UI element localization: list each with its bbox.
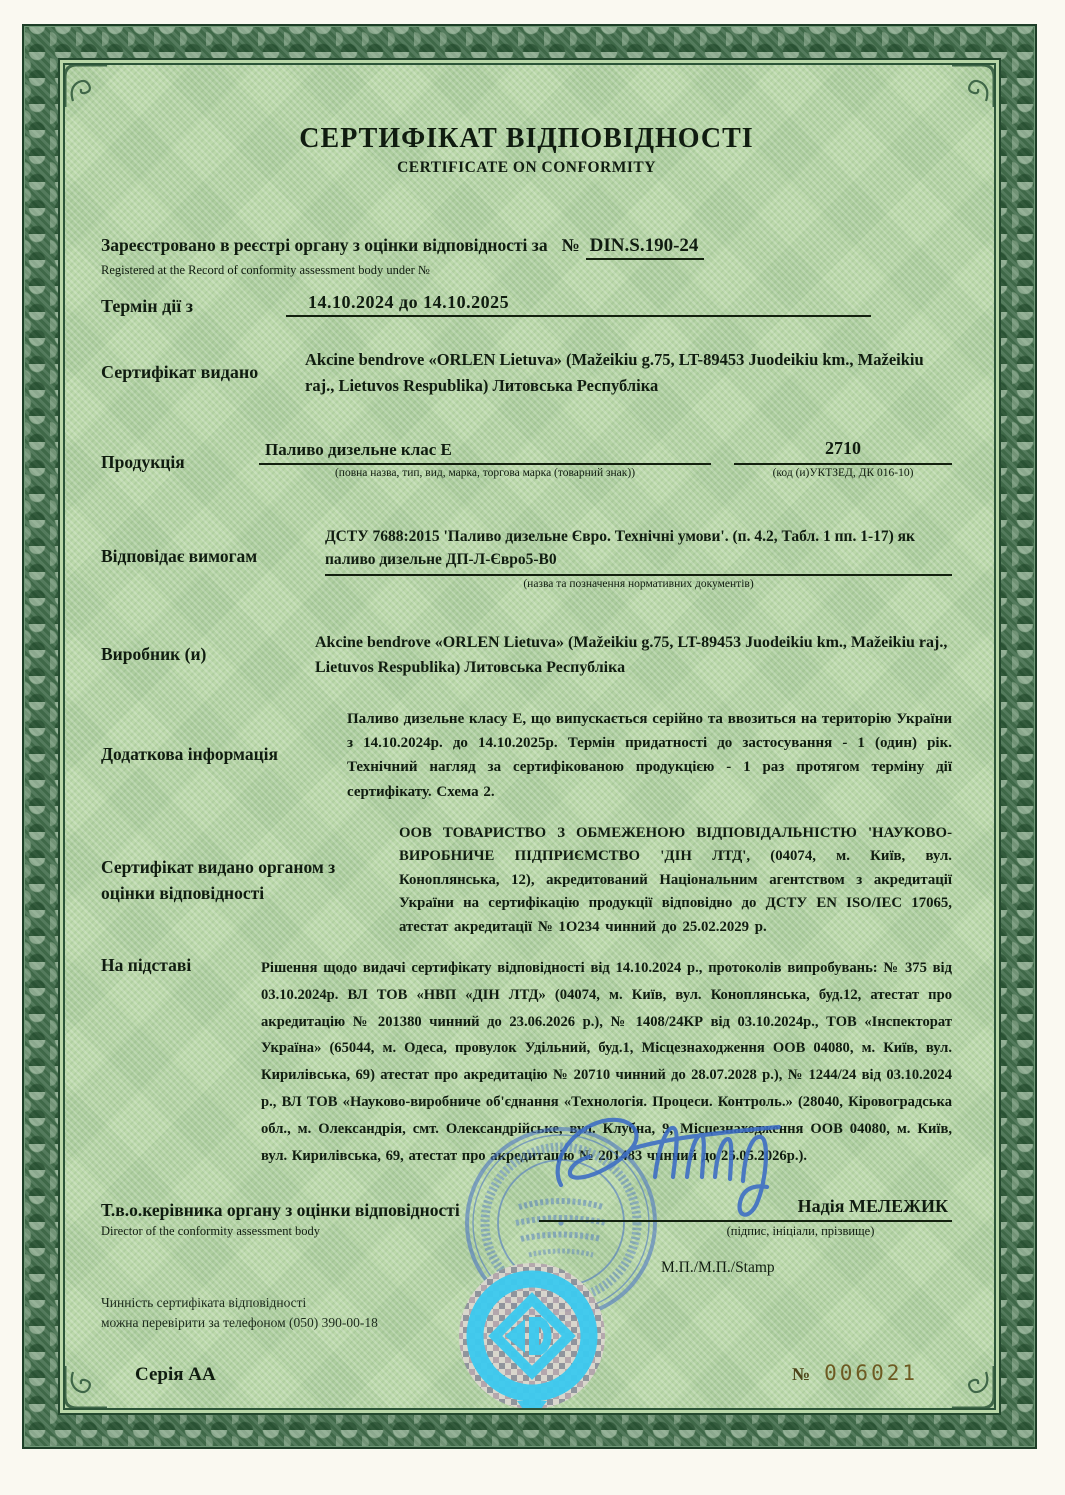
- inner-frame: [63, 63, 996, 1410]
- validity-value: 14.10.2024 до 14.10.2025: [286, 292, 871, 317]
- issued-to-label: Сертифікат видано: [101, 362, 259, 383]
- blank-number: [792, 1361, 918, 1385]
- issued-by-label: Сертифікат видано органом з оцінки відповідності: [101, 857, 336, 904]
- complies-caption: (назва та позначення нормативних документів): [523, 577, 754, 590]
- validity-row: [101, 292, 952, 317]
- registration-row: [101, 235, 952, 260]
- basis-label: На підставі: [101, 954, 192, 975]
- manufacturer-value: Akcine bendrove «ORLEN Lietuva» (Mažeikiu g.75, LT-89453 Juodeikiu km., Mažeikiu raj., Lietuvos Respublika) Литовська Республіка: [315, 633, 948, 677]
- additional-info-row: [101, 707, 952, 804]
- signature-title-block: [101, 1200, 539, 1239]
- basis-value: Рішення щодо видачі сертифікату відповідності від 14.10.2024 р., протоколів випробувань: № 375 від 03.10.2024р. ВЛ ТОВ «НВП «ДІН ЛТД» (04074, м. Київ, вул. Коноплянська, буд.12, атестат про акредитацію № 201380 чинний до 23.06.2026 р.), № 1408/24КР від 03.10.2024р., ТОВ «Інспекторат Україна» (65044, м. Одеса, провулок Удільний, буд.1, Місцезнаходження ООВ 04080, м. Київ, вул. Кирилівська, 69) атестат про акредитацію № 20710 чинний до 28.07.2028 р.), № 1244/24 від 03.10.2024 р., ВЛ ТОВ «Науково-виробниче об'єднання «Технологія. Процеси. Контроль.» (28040, Кіровоградська обл., м. Олександрія, смт. Олександрійське, вул. Клубна, 9, Місцезнаходження ООВ 04080, м. Київ, вул. Кирилівська, 69, атестат про акредитацію № 201483 чинний до 25.05.2026р.).: [261, 959, 952, 1164]
- signature-row: [101, 1196, 952, 1239]
- hologram-seal-icon: [457, 1261, 607, 1410]
- additional-info-label: Додаткова інформація: [101, 744, 279, 765]
- product-name: Паливо дизельне клас Е: [259, 440, 711, 465]
- signatory-name: Надія МЕЛЕЖИК: [539, 1196, 952, 1222]
- product-label: Продукція: [101, 452, 185, 473]
- product-name-block: [259, 440, 711, 479]
- complies-label: Відповідає вимогам: [101, 545, 258, 566]
- issued-to-value: Akcine bendrove «ORLEN Lietuva» (Mažeikiu g.75, LT-89453 Juodeikiu km., Mažeikiu raj., Lietuvos Respublika) Литовська Республіка: [305, 350, 924, 395]
- guilloche-border: [22, 24, 1037, 1449]
- signature-title: Т.в.о.керівника органу з оцінки відповідності: [101, 1199, 460, 1220]
- signature-title-en: Director of the conformity assessment body: [101, 1223, 321, 1238]
- signature-caption: (підпис, ініціали, прізвище): [726, 1223, 875, 1238]
- verification-line2: можна перевірити за телефоном (050) 390-00-18: [101, 1314, 378, 1330]
- registration-label: Зареєстровано в реєстрі органу з оцінки відповідності за: [101, 235, 548, 255]
- complies-value: ДСТУ 7688:2015 'Паливо дизельне Євро. Технічні умови'. (п. 4.2, Табл. 1 пп. 1-17) як паливо дизельне ДП-Л-Євро5-В0: [325, 525, 952, 576]
- number-sign: №: [561, 235, 580, 255]
- outer-frame: [58, 58, 1001, 1415]
- number-sign: №: [792, 1364, 811, 1384]
- issued-to-row: [101, 347, 952, 398]
- product-code-caption: (код (и)УКТЗЕД, ДК 016-10): [772, 467, 914, 480]
- manufacturer-row: [101, 630, 952, 681]
- certificate-content: [65, 65, 994, 1408]
- validity-label: Термін дії з: [101, 295, 194, 316]
- additional-info-value: Паливо дизельне класу Е, що випускається серійно та ввозиться на територію України з 14.10.2024р. до 14.10.2025р. Термін придатності до застосування - 1 (один) рік. Технічний нагляд за сертифікованою продукцією - 1 раз протягом терміну дії сертифікату. Схема 2.: [347, 710, 952, 800]
- issued-by-value: ООВ ТОВАРИСТВО З ОБМЕЖЕНОЮ ВІДПОВІДАЛЬНІСТЮ 'НАУКОВО-ВИРОБНИЧЕ ПІДПРИЄМСТВО 'ДІН ЛТД', (04074, м. Київ, вул. Коноплянська, 12), акредитований Національним агентством з акредитації України на сертифікацію продукції відповідно до ДСТУ EN ISO/IEC 17065, атестат акредитації № 1О234 чинний до 25.02.2029 р.: [399, 825, 952, 935]
- product-row: [101, 438, 952, 479]
- certificate-subtitle: CERTIFICATE ON CONFORMITY: [397, 159, 656, 176]
- series-label: Серія АА: [135, 1364, 216, 1385]
- certificate-title: СЕРТИФІКАТ ВІДПОВІДНОСТІ: [299, 123, 754, 154]
- product-caption: (повна назва, тип, вид, марка, торгова марка (товарний знак)): [334, 467, 636, 480]
- stamp-place-label: М.П./М.П./Stamp: [661, 1258, 775, 1276]
- registration-number: DIN.S.190-24: [586, 235, 705, 260]
- product-code-block: [734, 438, 952, 479]
- issued-by-row: [101, 822, 952, 939]
- blank-number-digits: 006021: [824, 1361, 918, 1385]
- product-code: 2710: [734, 438, 952, 465]
- complies-row: [101, 525, 952, 590]
- verification-line1: Чинність сертифіката відповідності: [101, 1294, 307, 1310]
- manufacturer-label: Виробник (и): [101, 644, 207, 665]
- registration-label-en: Registered at the Record of conformity assessment body under №: [101, 263, 430, 277]
- signature-line-block: [539, 1196, 952, 1239]
- complies-block: [325, 525, 952, 590]
